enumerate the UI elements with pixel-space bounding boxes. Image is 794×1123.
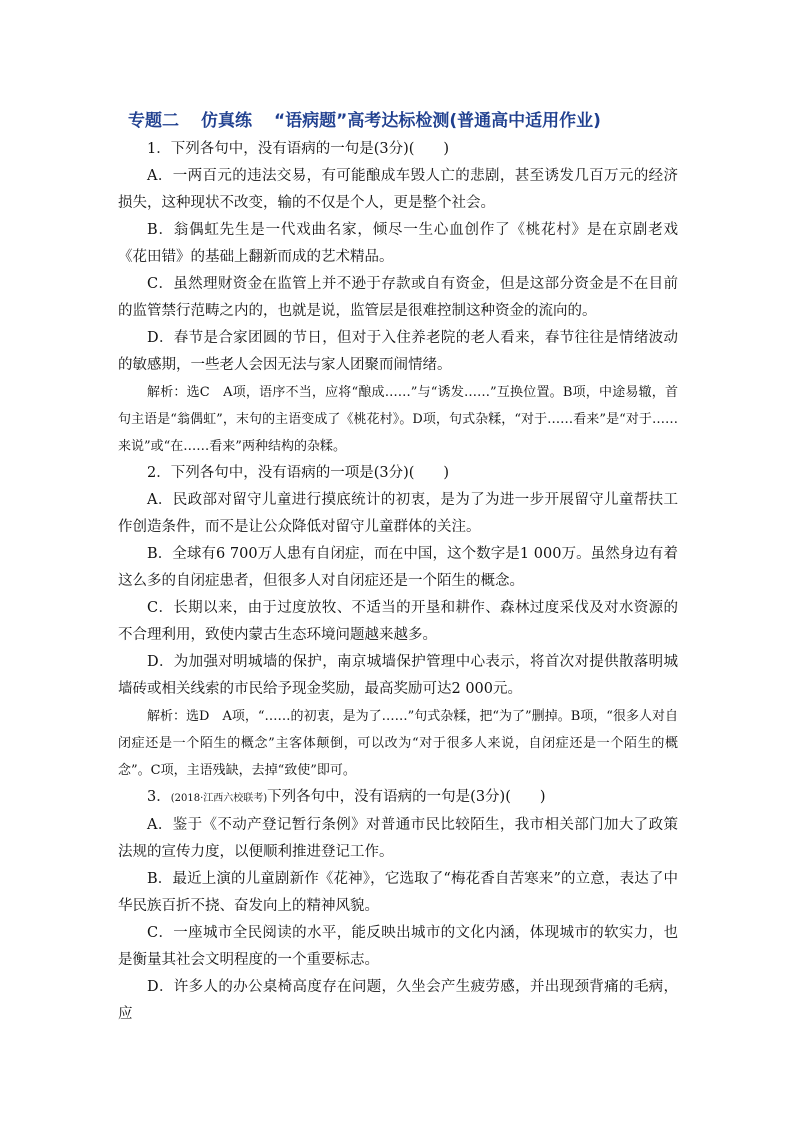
title-practice: 仿真练 (201, 111, 252, 131)
question-1-stem: 1．下列各句中，没有语病的一句是(3分)( ) (147, 141, 450, 157)
question-3-stem-text: 下列各句中，没有语病的一句是(3分)( ) (267, 789, 546, 805)
question-2-answer: 解析：选D A项，“……的初衷，是为了……”句式杂糅，把“为了”删掉。B项，“很多人对自闭症还是一个陌生的概念”主客体颠倒，可以改为“对于很多人来说，自闭症还是一个陌生的概念”。C项，主语残缺，去掉“致使”即可。 (118, 709, 678, 778)
question-3-option-b: B．最近上演的儿童剧新作《花神》，它选取了“梅花香自苦寒来”的立意，表达了中华民族百折不挠、奋发向上的精神风貌。 (118, 871, 678, 914)
question-3-source: (2018·江西六校联考) (170, 793, 268, 804)
question-2-option-c: C．长期以来，由于过度放牧、不适当的开垦和耕作、森林过度采伐及对水资源的不合理利用，致使内蒙古生态环境问题越来越多。 (118, 600, 678, 643)
question-3-option-c: C．一座城市全民阅读的水平，能反映出城市的文化内涵，体现城市的软实力，也是衡量其社会文明程度的一个重要标志。 (118, 925, 678, 968)
question-3-number: 3． (147, 789, 171, 805)
document-body (118, 136, 678, 1028)
question-2-option-a: A．民政部对留守儿童进行摸底统计的初衷，是为了为进一步开展留守儿童帮扶工作创造条件，而不是让公众降低对留守儿童群体的关注。 (118, 492, 678, 535)
question-1-option-a: A．一两百元的违法交易，有可能酿成车毁人亡的悲剧，甚至诱发几百万元的经济损失，这种现状不改变，输的不仅是个人，更是整个社会。 (118, 168, 678, 211)
page-title (128, 106, 688, 131)
question-1-option-b: B．翁偶虹先生是一代戏曲名家，倾尽一生心血创作了《桃花村》是在京剧老戏《花田错》的基础上翻新而成的艺术精品。 (118, 222, 678, 265)
question-3-option-a: A．鉴于《不动产登记暂行条例》对普通市民比较陌生，我市相关部门加大了政策法规的宣传力度，以便顺利推进登记工作。 (118, 817, 678, 860)
question-2-option-b: B．全球有6 700万人患有自闭症，而在中国，这个数字是1 000万。虽然身边有着这么多的自闭症患者，但很多人对自闭症还是一个陌生的概念。 (118, 546, 678, 589)
question-2-option-d: D．为加强对明城墙的保护，南京城墙保护管理中心表示，将首次对提供散落明城墙砖或相关线索的市民给予现金奖励，最高奖励可达2 000元。 (118, 654, 678, 697)
question-2-stem: 2．下列各句中，没有语病的一项是(3分)( ) (147, 465, 450, 481)
title-subject: “语病题”高考达标检测(普通高中适用作业) (274, 111, 601, 131)
question-1-option-d: D．春节是合家团圆的节日，但对于入住养老院的老人看来，春节往往是情绪波动的敏感期，一些老人会因无法与家人团聚而闹情绪。 (118, 330, 678, 373)
title-topic: 专题二 (128, 111, 179, 131)
question-1-answer: 解析：选C A项，语序不当，应将“酿成……”与“诱发……”互换位置。B项，中途易辙，首句主语是“翁偶虹”，末句的主语变成了《桃花村》。D项，句式杂糅，“对于……看来”是“对于……来说”或“在……看来”两种结构的杂糅。 (118, 385, 678, 454)
question-1-option-c: C．虽然理财资金在监管上并不逊于存款或自有资金，但是这部分资金是不在目前的监管禁行范畴之内的，也就是说，监管层是很难控制这种资金的流向的。 (118, 276, 678, 319)
question-3-option-d: D．许多人的办公桌椅高度存在问题，久坐会产生疲劳感，并出现颈背痛的毛病，应 (118, 979, 678, 1022)
question-3-stem (118, 784, 678, 812)
